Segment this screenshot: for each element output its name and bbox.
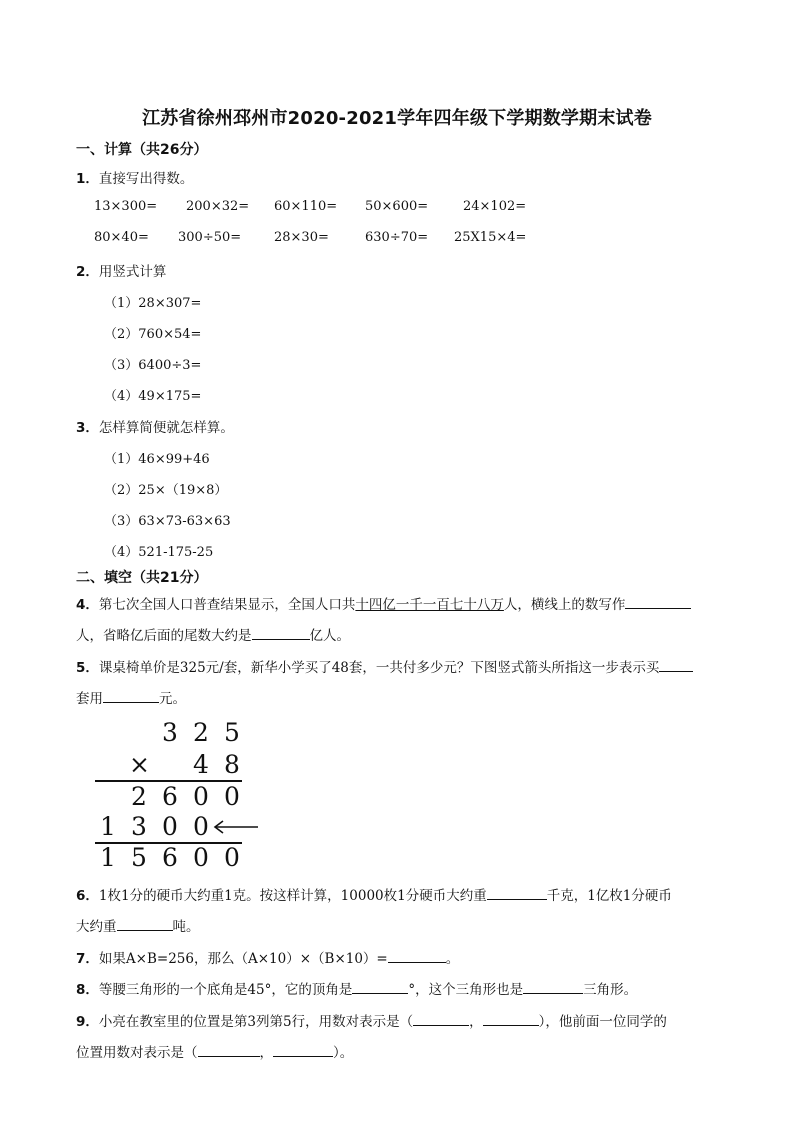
calc-item: 80×40=: [94, 230, 149, 245]
question-4: [76, 593, 691, 613]
question-text: 千克，1亿枚1分硬币: [546, 888, 672, 904]
question-9-line-2: [76, 1041, 353, 1061]
question-1: [76, 167, 193, 187]
calc-item: 50×600=: [365, 199, 429, 214]
digit: 2: [131, 782, 147, 811]
question-text: °，这个三角形也是: [408, 982, 524, 998]
section-heading-fill: 二、填空（共21分）: [76, 570, 208, 586]
digit: 3: [131, 812, 147, 841]
question-text: ），他前面一位同学的: [538, 1014, 667, 1030]
question-number: 8．: [76, 982, 99, 998]
question-number: 4．: [76, 597, 99, 613]
question-text: 如果A×B=256，那么（A×10）×（B×10）=: [98, 951, 388, 967]
digit: 5: [131, 843, 147, 872]
answer-blank[interactable]: [273, 1042, 333, 1057]
question-9: [76, 1010, 667, 1030]
calc-item: 28×30=: [274, 230, 329, 245]
sub-item: （4）49×175=: [104, 389, 202, 404]
underlined-text: 十四亿一千一百七十八万: [355, 597, 504, 613]
question-text: 元。: [159, 691, 186, 707]
digit: 0: [193, 843, 209, 872]
question-number: 3．: [76, 420, 99, 436]
digit: 0: [162, 812, 178, 841]
answer-blank[interactable]: [625, 594, 691, 609]
question-8: [76, 978, 637, 998]
answer-blank[interactable]: [523, 979, 583, 994]
question-text: 第七次全国人口普查结果显示，全国人口共: [98, 597, 356, 613]
answer-blank[interactable]: [413, 1011, 469, 1026]
answer-blank[interactable]: [388, 948, 446, 963]
question-text: 人，省略亿后面的尾数大约是: [76, 628, 252, 644]
question-number: 1．: [76, 171, 99, 187]
question-text: 用竖式计算: [98, 264, 167, 280]
question-text: 三角形。: [583, 982, 638, 998]
question-5: [76, 656, 693, 676]
answer-blank[interactable]: [198, 1042, 260, 1057]
question-2: [76, 260, 166, 280]
digit: 5: [224, 718, 240, 747]
question-number: 6．: [76, 888, 99, 904]
question-text: ）。: [333, 1045, 354, 1061]
question-text: ，: [469, 1014, 483, 1030]
question-text: 等腰三角形的一个底角是45°，它的顶角是: [98, 982, 353, 998]
question-text: 小亮在教室里的位置是第3列第5行，用数对表示是（: [98, 1014, 414, 1030]
sub-item: （2）25×（19×8）: [104, 483, 228, 498]
digit: 6: [162, 782, 178, 811]
question-7: [76, 947, 459, 967]
question-number: 2．: [76, 264, 99, 280]
digit: 1: [100, 812, 116, 841]
digit: 0: [193, 782, 209, 811]
question-5-line-2: [76, 687, 186, 707]
digit: 2: [193, 718, 209, 747]
question-6-line-2: [76, 915, 200, 935]
question-text: 。: [445, 951, 460, 967]
answer-blank[interactable]: [483, 1011, 539, 1026]
question-text: 吨。: [172, 919, 200, 935]
question-text: 课桌椅单价是325元/套，新华小学买了48套，一共付多少元？下图竖式箭头所指这一步表示买: [98, 660, 660, 676]
digit: 3: [162, 718, 178, 747]
calc-item: 13×300=: [94, 199, 158, 214]
answer-blank[interactable]: [103, 688, 159, 703]
sub-item: （1）28×307=: [104, 296, 202, 311]
sub-item: （4）521-175-25: [104, 545, 214, 560]
question-text: 1枚1分的硬币大约重1克。按这样计算，10000枚1分硬币大约重: [98, 888, 487, 904]
sub-item: （3）63×73-63×63: [104, 514, 231, 529]
question-text: 直接写出得数。: [98, 171, 194, 187]
digit: 8: [224, 750, 240, 779]
question-3: [76, 416, 234, 436]
page-title: 江苏省徐州邳州市2020-2021学年四年级下学期数学期末试卷: [142, 108, 652, 129]
question-text: 套用: [76, 691, 103, 707]
question-text: 大约重: [76, 919, 117, 935]
answer-blank[interactable]: [659, 657, 693, 672]
calc-item: 25X15×4=: [454, 230, 527, 245]
digit: 4: [193, 750, 209, 779]
question-text: ，: [259, 1045, 273, 1061]
digit: 0: [224, 782, 240, 811]
question-number: 7．: [76, 951, 99, 967]
digit: 0: [193, 812, 209, 841]
calc-item: 300÷50=: [178, 230, 242, 245]
times-sign: ×: [129, 750, 150, 779]
question-text: 怎样算简便就怎样算。: [98, 420, 234, 436]
question-6: [76, 884, 672, 904]
sub-item: （2）760×54=: [104, 327, 202, 342]
calc-item: 630÷70=: [365, 230, 429, 245]
answer-blank[interactable]: [352, 979, 408, 994]
question-number: 5．: [76, 660, 99, 676]
question-number: 9．: [76, 1014, 99, 1030]
sub-item: （1）46×99+46: [104, 452, 210, 467]
calc-item: 24×102=: [463, 199, 527, 214]
answer-blank[interactable]: [117, 916, 173, 931]
section-heading-calc: 一、计算（共26分）: [76, 142, 208, 158]
digit: 1: [100, 843, 116, 872]
answer-blank[interactable]: [487, 885, 547, 900]
question-4-line-2: [76, 624, 350, 644]
calc-item: 60×110=: [274, 199, 338, 214]
answer-blank[interactable]: [252, 625, 310, 640]
question-text: 位置用数对表示是（: [76, 1045, 198, 1061]
digit: 6: [162, 843, 178, 872]
question-text: 亿人。: [309, 628, 350, 644]
calc-item: 200×32=: [186, 199, 250, 214]
sub-item: （3）6400÷3=: [104, 358, 202, 373]
left-arrow-icon: [212, 820, 260, 834]
digit: 0: [224, 843, 240, 872]
question-text: 人，横线上的数写作: [503, 597, 626, 613]
